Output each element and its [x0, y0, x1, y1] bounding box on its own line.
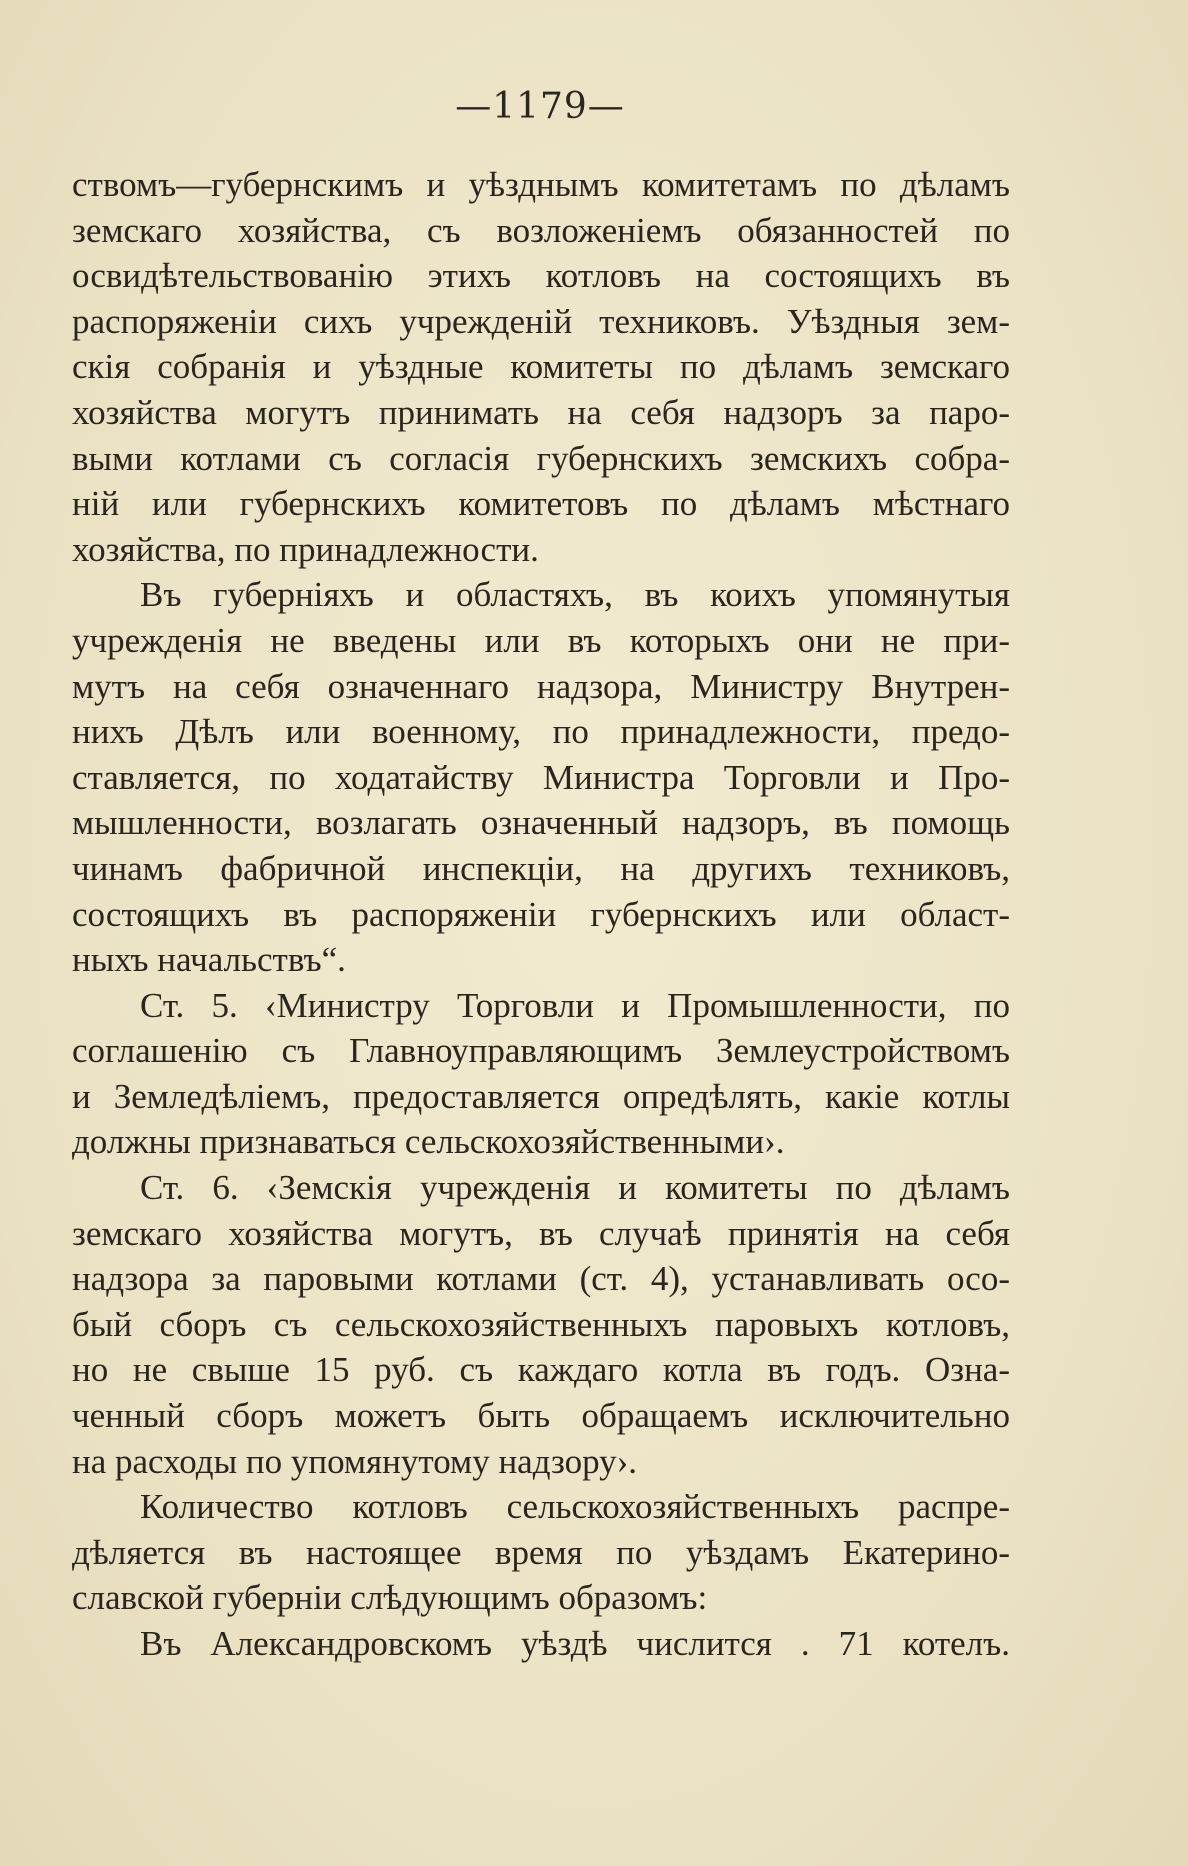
- text-line: земскаго хозяйства могутъ, въ случаѣ принятія на себя: [72, 1213, 1010, 1253]
- text-line: Въ Александровскомъ уѣздѣ числится . 71 котелъ.: [140, 1624, 1010, 1663]
- text-line: дѣляется въ настоящее время по уѣздамъ Екатерино-: [72, 1532, 1010, 1572]
- text-line: ній или губернскихъ комитетовъ по дѣламъ мѣстнаго: [72, 484, 1010, 524]
- text-line: распоряженіи сихъ учрежденій техниковъ. Уѣздныя зем-: [72, 301, 1010, 341]
- text-line: ченный сборъ можетъ быть обращаемъ исключительно: [72, 1396, 1010, 1436]
- text-line: Количество котловъ сельскохозяйственныхъ распре-: [140, 1487, 1010, 1527]
- text-line: скія собранія и уѣздные комитеты по дѣламъ земскаго: [72, 347, 1010, 387]
- body-text: [72, 162, 1010, 1667]
- page-number: —1179—: [455, 86, 625, 127]
- text-line: хозяйства могутъ принимать на себя надзоръ за паро-: [72, 392, 1010, 432]
- text-line: нихъ Дѣлъ или военному, по принадлежности, предо-: [72, 712, 1010, 752]
- text-line: земскаго хозяйства, съ возложеніемъ обязанностей по: [72, 210, 1010, 250]
- text-line: ныхъ начальствъ“.: [72, 940, 346, 980]
- text-line: на расходы по упомянутому надзору›.: [72, 1441, 638, 1481]
- text-line: учрежденія не введены или въ которыхъ они не при-: [72, 620, 1010, 660]
- text-line: освидѣтельствованію этихъ котловъ на состоящихъ въ: [72, 256, 1010, 296]
- text-line: мышленности, возлагать означенный надзоръ, въ помощь: [72, 803, 1010, 843]
- text-line: ставляется, по ходатайству Министра Торговли и Про-: [72, 757, 1010, 797]
- text-line: ствомъ—губернскимъ и уѣзднымъ комитетамъ по дѣламъ: [72, 165, 1010, 204]
- text-line: выми котлами съ согласія губернскихъ земскихъ собра-: [72, 438, 1010, 478]
- text-line: состоящихъ въ распоряженіи губернскихъ или област-: [72, 894, 1010, 934]
- text-line: мутъ на себя означеннаго надзора, Министру Внутрен-: [72, 666, 1010, 706]
- text-line: славской губерніи слѣдующимъ образомъ:: [72, 1578, 708, 1618]
- text-line: хозяйства, по принадлежности.: [72, 529, 539, 569]
- text-line: бый сборъ съ сельскохозяйственныхъ паровыхъ котловъ,: [72, 1304, 1010, 1344]
- text-line: чинамъ фабричной инспекціи, на другихъ техниковъ,: [72, 848, 1010, 888]
- text-line: должны признаваться сельскохозяйственными›.: [72, 1122, 785, 1162]
- text-line: и Земледѣліемъ, предоставляется опредѣлять, какіе котлы: [72, 1076, 1010, 1116]
- text-line: надзора за паровыми котлами (ст. 4), устанавливать осо-: [72, 1259, 1010, 1299]
- text-line: Въ губерніяхъ и областяхъ, въ коихъ упомянутыя: [140, 575, 1010, 615]
- text-line: но не свыше 15 руб. съ каждаго котла въ годъ. Озна-: [72, 1350, 1010, 1390]
- text-line: Ст. 6. ‹Земскія учрежденія и комитеты по дѣламъ: [140, 1168, 1010, 1208]
- text-line: Ст. 5. ‹Министру Торговли и Промышленности, по: [140, 985, 1010, 1025]
- text-line: соглашенію съ Главноуправляющимъ Землеустройствомъ: [72, 1031, 1010, 1071]
